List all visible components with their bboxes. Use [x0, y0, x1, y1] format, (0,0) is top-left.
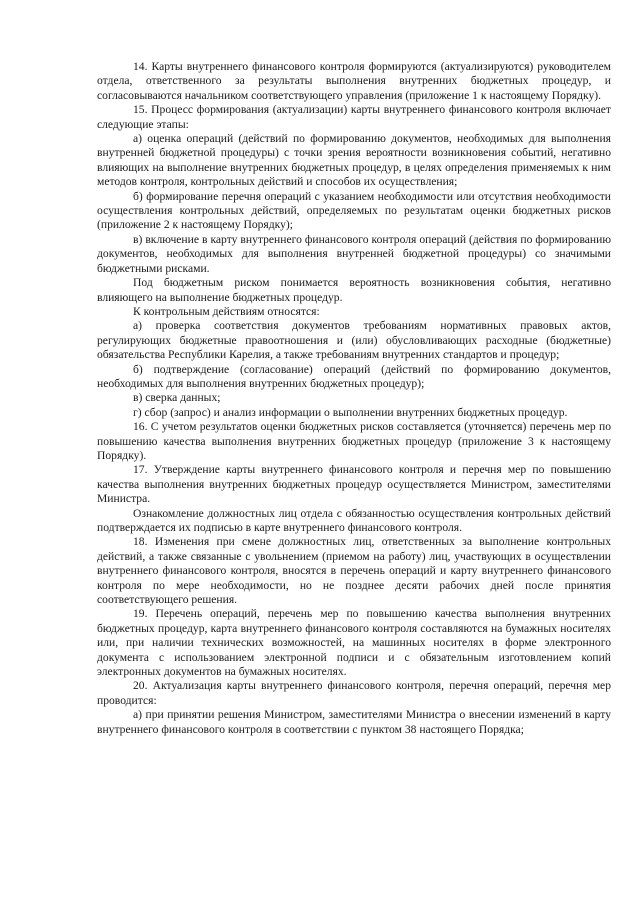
paragraph-budget-risk: Под бюджетным риском понимается вероятность возникновения события, негативно влияющего на выполнение бюджетных процедур. — [97, 276, 611, 304]
paragraph-control-b: б) подтверждение (согласование) операций (действий по формированию документов, необходимых для выполнения внутренних бюджетных процедур); — [97, 362, 611, 390]
paragraph-17: 17. Утверждение карты внутреннего финансового контроля и перечня мер по повышению качества выполнения внутренних бюджетных процедур осуществляется Министром, заместителями Министра. — [97, 463, 611, 506]
paragraph-15-v: в) включение в карту внутреннего финансового контроля операций (действия по формированию документов, необходимых для выполнения внутренней бюджетной процедуры) со значимыми бюджетными рисками. — [97, 232, 611, 275]
paragraph-20-a: а) при принятии решения Министром, заместителями Министра о внесении изменений в карту внутреннего финансового контроля в соответствии с пунктом 38 настоящего Порядка; — [97, 708, 611, 736]
paragraph-control-g: г) сбор (запрос) и анализ информации о выполнении внутренних бюджетных процедур. — [133, 405, 568, 419]
paragraph-18: 18. Изменения при смене должностных лиц, ответственных за выполнение контрольных действий, а также связанные с увольнением (приемом на работу) лиц, участвующих в осуществлении внутреннего финансового контроля, вносятся в перечень операций и карту внутреннего финансового контроля по мере необходимости, но не позднее десяти рабочих дней после принятия соответствующего решения. — [97, 535, 611, 607]
paragraph-15: 15. Процесс формирования (актуализации) карты внутреннего финансового контроля включает следующие этапы: — [97, 103, 611, 131]
paragraph-15-b: б) формирование перечня операций с указанием необходимости или отсутствия необходимости осуществления контрольных действий, определяемых по результатам оценки бюджетных рисков (приложение 2 к настоящему Порядку); — [97, 189, 611, 232]
paragraph-20: 20. Актуализация карты внутреннего финансового контроля, перечня операций, перечня мер проводится: — [97, 679, 611, 707]
paragraph-17-familiarization: Ознакомление должностных лиц отдела с обязанностью осуществления контрольных действий подтверждается их подписью в карте внутреннего финансового контроля. — [97, 506, 611, 534]
paragraph-15-a: а) оценка операций (действий по формированию документов, необходимых для выполнения внутренней бюджетной процедуры) с точки зрения вероятности возникновения событий, негативно влияющих на выполнение внутренних бюджетных процедур, в целях определения применяемых к ним методов контроля, контрольных действий и способов их осуществления; — [97, 132, 611, 189]
paragraph-control-v: в) сверка данных; — [133, 391, 221, 405]
paragraph-14: 14. Карты внутреннего финансового контроля формируются (актуализируются) руководителем отдела, ответственного за результаты выполнения внутренних бюджетных процедур, и согласовываются начальником соответствующего управления (приложение 1 к настоящему Порядку). — [97, 60, 611, 102]
paragraph-control-actions: К контрольным действиям относятся: — [133, 304, 320, 318]
paragraph-16: 16. С учетом результатов оценки бюджетных рисков составляется (уточняется) перечень мер по повышению качества выполнения внутренних бюджетных процедур (приложение 3 к настоящему Порядку). — [97, 420, 611, 462]
paragraph-19: 19. Перечень операций, перечень мер по повышению качества выполнения внутренних бюджетных процедур, карта внутреннего финансового контроля составляются на бумажных носителях или, при наличии технических возможностей, на машинных носителях в форме электронного документа с использованием электронной подписи и с обязательным изготовлением копий электронных документов на бумажных носителях. — [97, 607, 611, 679]
paragraph-control-a: а) проверка соответствия документов требованиям нормативных правовых актов, регулирующих бюджетные правоотношения и (или) обусловливающих расходные (бюджетные) обязательства Республики Карелия, а также требованиям внутренних стандартов и процедур; — [97, 319, 611, 362]
